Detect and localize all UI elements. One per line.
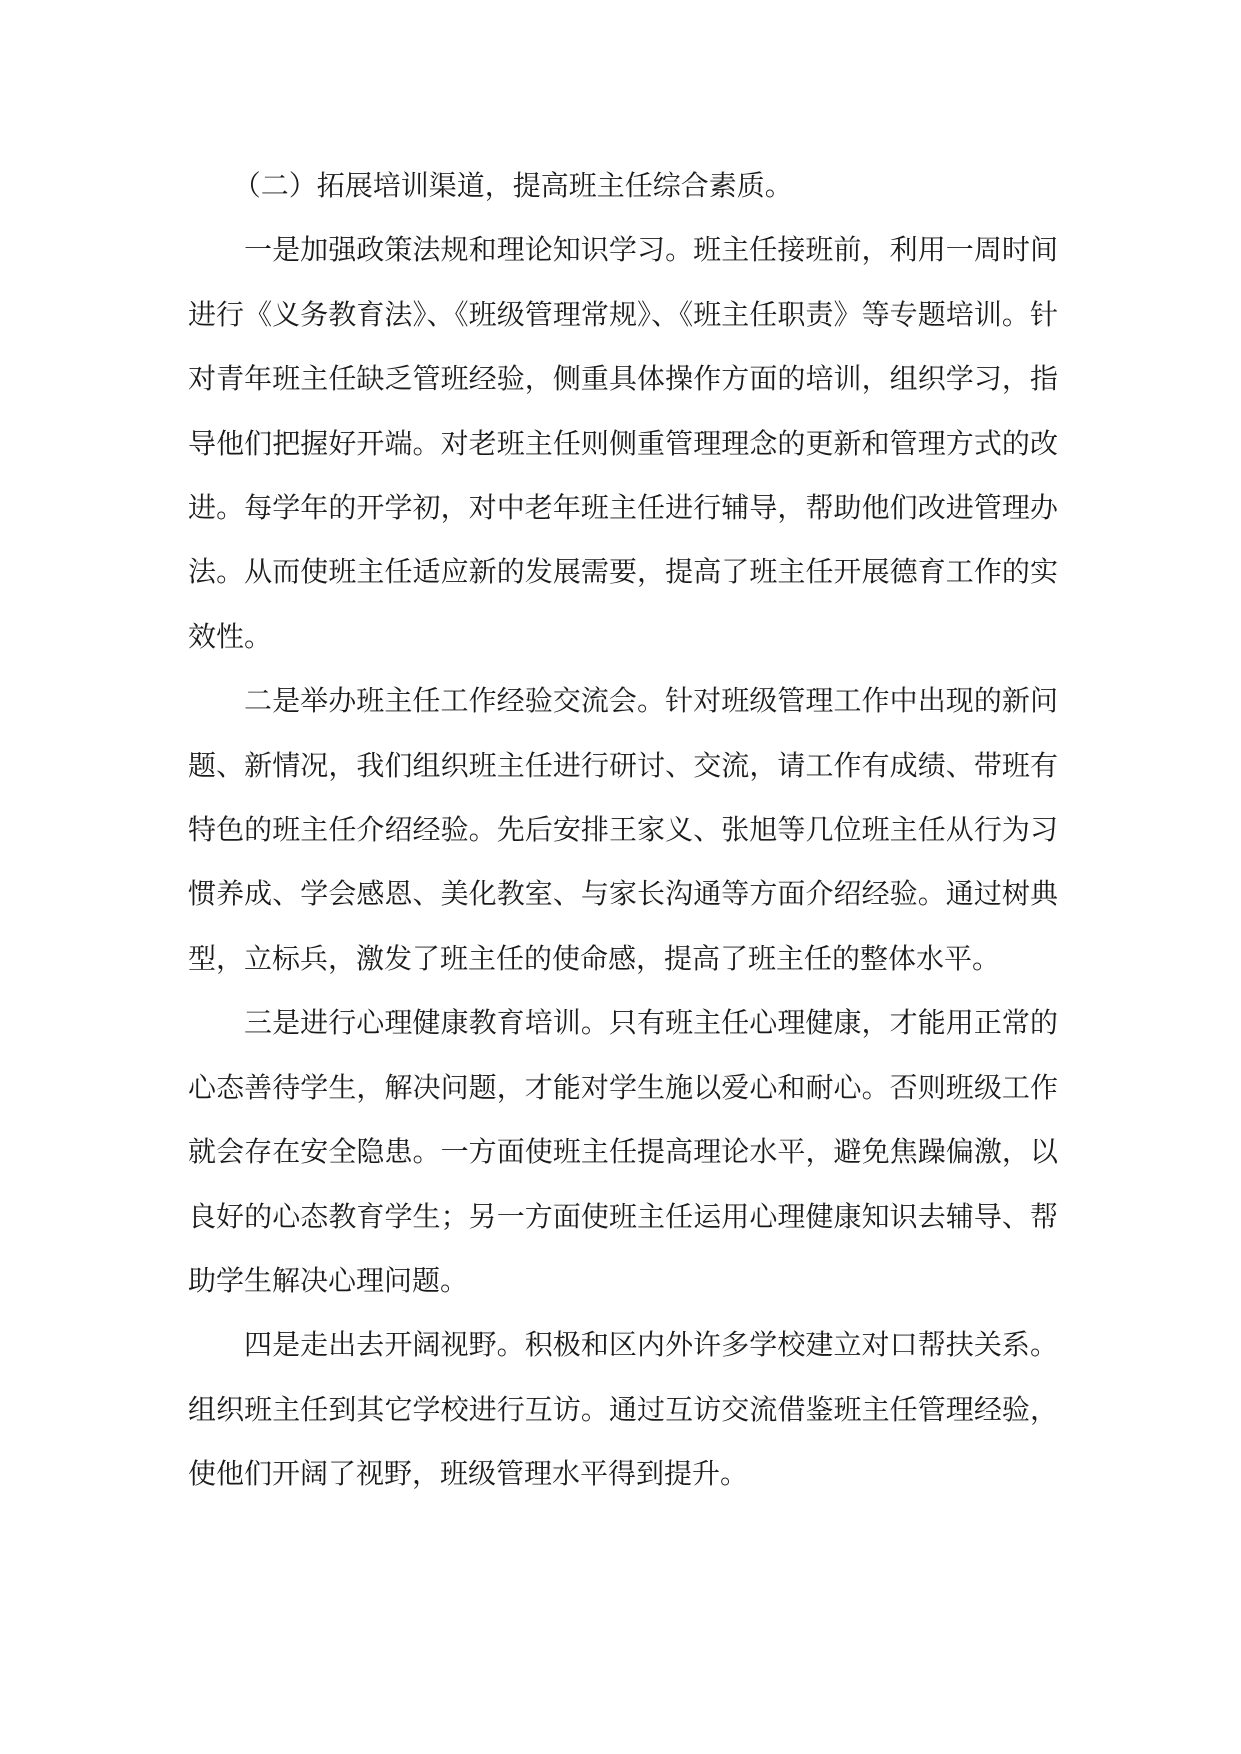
paragraph-broaden-horizons: 四是走出去开阔视野。积极和区内外许多学校建立对口帮扶关系。组织班主任到其它学校进行互访。通过互访交流借鉴班主任管理经验，使他们开阔了视野，班级管理水平得到提升。 <box>188 1328 1058 1491</box>
paragraph-policy-study: 一是加强政策法规和理论知识学习。班主任接班前，利用一周时间进行《义务教育法》、《班级管理常规》、《班主任职责》等专题培训。针对青年班主任缺乏管班经验，侧重具体操作方面的培训，组织学习，指导他们把握好开端。对老班主任则侧重管理理念的更新和管理方式的改进。每学年的开学初，对中老年班主任进行辅导，帮助他们改进管理办法。从而使班主任适应新的发展需要，提高了班主任开展德育工作的实效性。 <box>188 233 1058 653</box>
paragraph-mental-health-training: 三是进行心理健康教育培训。只有班主任心理健康，才能用正常的心态善待学生，解决问题，才能对学生施以爱心和耐心。否则班级工作就会存在安全隐患。一方面使班主任提高理论水平，避免焦躁偏激，以良好的心态教育学生；另一方面使班主任运用心理健康知识去辅导、帮助学生解决心理问题。 <box>188 1006 1058 1297</box>
document-body <box>188 154 1058 1507</box>
paragraph-experience-exchange: 二是举办班主任工作经验交流会。针对班级管理工作中出现的新问题、新情况，我们组织班主任进行研讨、交流，请工作有成绩、带班有特色的班主任介绍经验。先后安排王家义、张旭等几位班主任从行为习惯养成、学会感恩、美化教室、与家长沟通等方面介绍经验。通过树典型，立标兵，激发了班主任的使命感，提高了班主任的整体水平。 <box>188 684 1058 975</box>
section-heading: （二）拓展培训渠道，提高班主任综合素质。 <box>232 169 793 202</box>
